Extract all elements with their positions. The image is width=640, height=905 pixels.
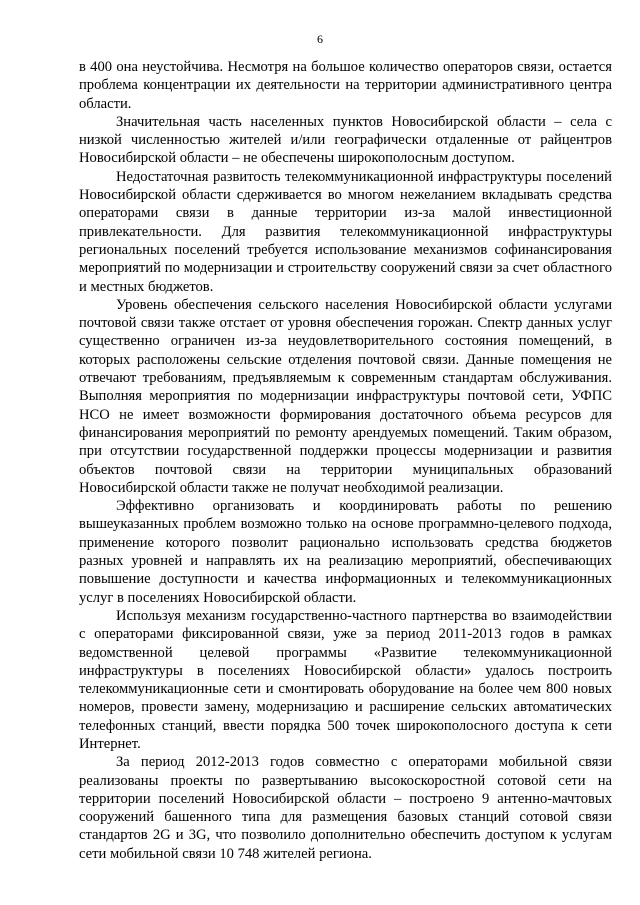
document-body [79, 58, 612, 863]
paragraph-3: Недостаточная развитость телекоммуникационной инфраструктуры поселений Новосибирской области сдерживается во многом нежеланием вкладывать средства операторами связи в данные территории из-за малой инвестиционной привлекательности. Для развития телекоммуникационной инфраструктуры региональных поселений требуется использование механизмов софинансирования мероприятий по модернизации и строительству сооружений связи за счет областного и местных бюджетов. [79, 168, 612, 295]
paragraph-4: Уровень обеспечения сельского населения Новосибирской области услугами почтовой связи также отстает от уровня обеспечения горожан. Спектр данных услуг существенно ограничен из-за неудовлетворительного состояния помещений, в которых расположены сельские отделения почтовой связи. Данные помещения не отвечают требованиям, предъявляемым к современным стандартам обслуживания. Выполняя мероприятия по модернизации инфраструктуры почтовой сети, УФПС НСО не имеет возможности формирования достаточного объема ресурсов для финансирования мероприятий по ремонту арендуемых помещений. Таким образом, при отсутствии государственной поддержки процессы модернизации и развития объектов почтовой связи на территории муниципальных образований Новосибирской области также не получат необходимой реализации. [79, 296, 612, 496]
paragraph-1: в 400 она неустойчива. Несмотря на большое количество операторов связи, остается проблема концентрации их деятельности на территории административного центра области. [79, 59, 612, 112]
page-number: 6 [317, 32, 323, 46]
paragraph-7: За период 2012-2013 годов совместно с операторами мобильной связи реализованы проекты по развертыванию высокоскоростной сотовой сети на территории поселений Новосибирской области – построено 9 антенно-мачтовых сооружений башенного типа для размещения базовых станций сотовой связи стандартов 2G и 3G, что позволило дополнительно обеспечить доступом к услугам сети мобильной связи 10 748 жителей региона. [79, 754, 612, 862]
paragraph-6: Используя механизм государственно-частного партнерства во взаимодействии с операторами фиксированной связи, уже за период 2011-2013 годов в рамках ведомственной целевой программы «Развитие телекоммуникационной инфраструктуры в поселениях Новосибирской области» удалось построить телекоммуникационные сети и смонтировать оборудование на более чем 800 новых номеров, провести замену, модернизацию и расширение сельских автоматических телефонных станций, ввести порядка 500 точек широкополосного доступа к сети Интернет. [79, 607, 612, 752]
paragraph-2: Значительная часть населенных пунктов Новосибирской области – села с низкой численностью жителей и/или географически отдаленные от райцентров Новосибирской области – не обеспечены широкополосным доступом. [79, 113, 612, 167]
paragraph-5: Эффективно организовать и координировать работы по решению вышеуказанных проблем возможно только на основе программно-целевого подхода, применение которого позволит рационально использовать средства бюджетов разных уровней и направлять их на реализацию мероприятий, обеспечивающих повышение доступности и качества информационных и телекоммуникационных услуг в поселениях Новосибирской области. [79, 498, 612, 606]
